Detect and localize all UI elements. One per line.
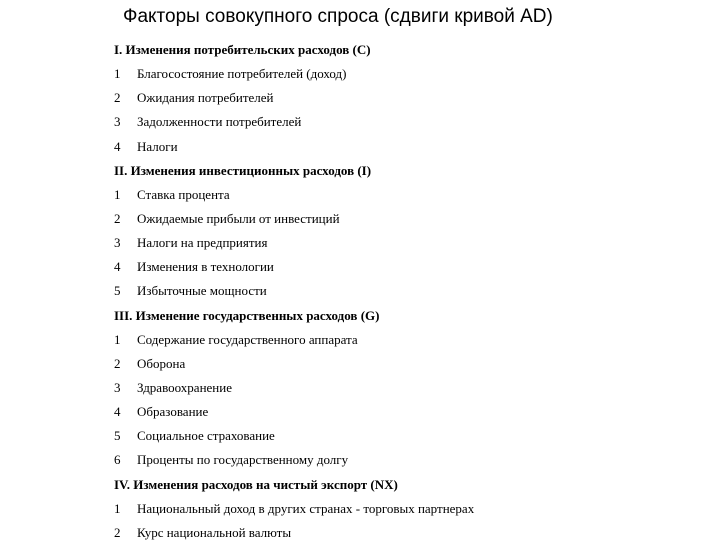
list-item xyxy=(114,183,704,207)
page-title: Факторы совокупного спроса (сдвиги кривой AD) xyxy=(123,6,553,27)
item-number: 5 xyxy=(114,283,121,299)
item-text: Налоги на предприятия xyxy=(137,235,268,251)
item-text: Изменения в технологии xyxy=(137,259,274,275)
item-number: 1 xyxy=(114,331,121,347)
list-item xyxy=(114,231,704,255)
list-item xyxy=(114,424,704,448)
item-text: Здравоохранение xyxy=(137,380,232,396)
item-number: 1 xyxy=(114,186,121,202)
item-text: Избыточные мощности xyxy=(137,283,267,299)
section-heading-net-export: IV. Изменения расходов на чистый экспорт (NX) xyxy=(114,476,398,492)
list-item xyxy=(114,448,704,472)
item-number: 3 xyxy=(114,235,121,251)
item-text: Ожидаемые прибыли от инвестиций xyxy=(137,211,340,227)
item-number: 4 xyxy=(114,404,121,420)
item-number: 2 xyxy=(114,524,121,540)
item-number: 4 xyxy=(114,259,121,275)
item-text: Содержание государственного аппарата xyxy=(137,331,358,347)
item-number: 1 xyxy=(114,66,121,82)
item-text: Курс национальной валюты xyxy=(137,524,292,540)
list-item xyxy=(114,352,704,376)
item-text: Национальный доход в других странах - торговых партнерах xyxy=(137,500,475,516)
item-text: Благосостояние потребителей (доход) xyxy=(137,66,347,82)
item-number: 4 xyxy=(114,138,121,154)
list-item xyxy=(114,279,704,303)
item-text: Ставка процента xyxy=(137,186,230,202)
list-item xyxy=(114,207,704,231)
item-text: Налоги xyxy=(137,138,178,154)
item-text: Социальное страхование xyxy=(137,428,275,444)
item-text: Проценты по государственному долгу xyxy=(137,452,349,468)
item-number: 5 xyxy=(114,428,121,444)
item-text: Ожидания потребителей xyxy=(137,90,274,106)
item-number: 3 xyxy=(114,380,121,396)
list-item xyxy=(114,135,704,159)
list-item xyxy=(114,400,704,424)
list-item xyxy=(114,110,704,134)
list-item xyxy=(114,521,704,545)
list-item xyxy=(114,497,704,521)
item-number: 2 xyxy=(114,355,121,371)
section-heading-investment: II. Изменения инвестиционных расходов (I) xyxy=(114,162,372,178)
list-item xyxy=(114,376,704,400)
list-item xyxy=(114,328,704,352)
list-item xyxy=(114,255,704,279)
factors-list xyxy=(114,38,704,545)
section-heading-government: III. Изменение государственных расходов (G) xyxy=(114,307,380,323)
item-number: 1 xyxy=(114,500,121,516)
item-text: Задолженности потребителей xyxy=(137,114,302,130)
item-number: 2 xyxy=(114,211,121,227)
list-item xyxy=(114,62,704,86)
item-text: Оборона xyxy=(137,355,186,371)
item-number: 3 xyxy=(114,114,121,130)
item-text: Образование xyxy=(137,404,209,420)
list-item xyxy=(114,86,704,110)
item-number: 2 xyxy=(114,90,121,106)
section-heading-consumption: I. Изменения потребительских расходов (С) xyxy=(114,42,371,58)
item-number: 6 xyxy=(114,452,121,468)
